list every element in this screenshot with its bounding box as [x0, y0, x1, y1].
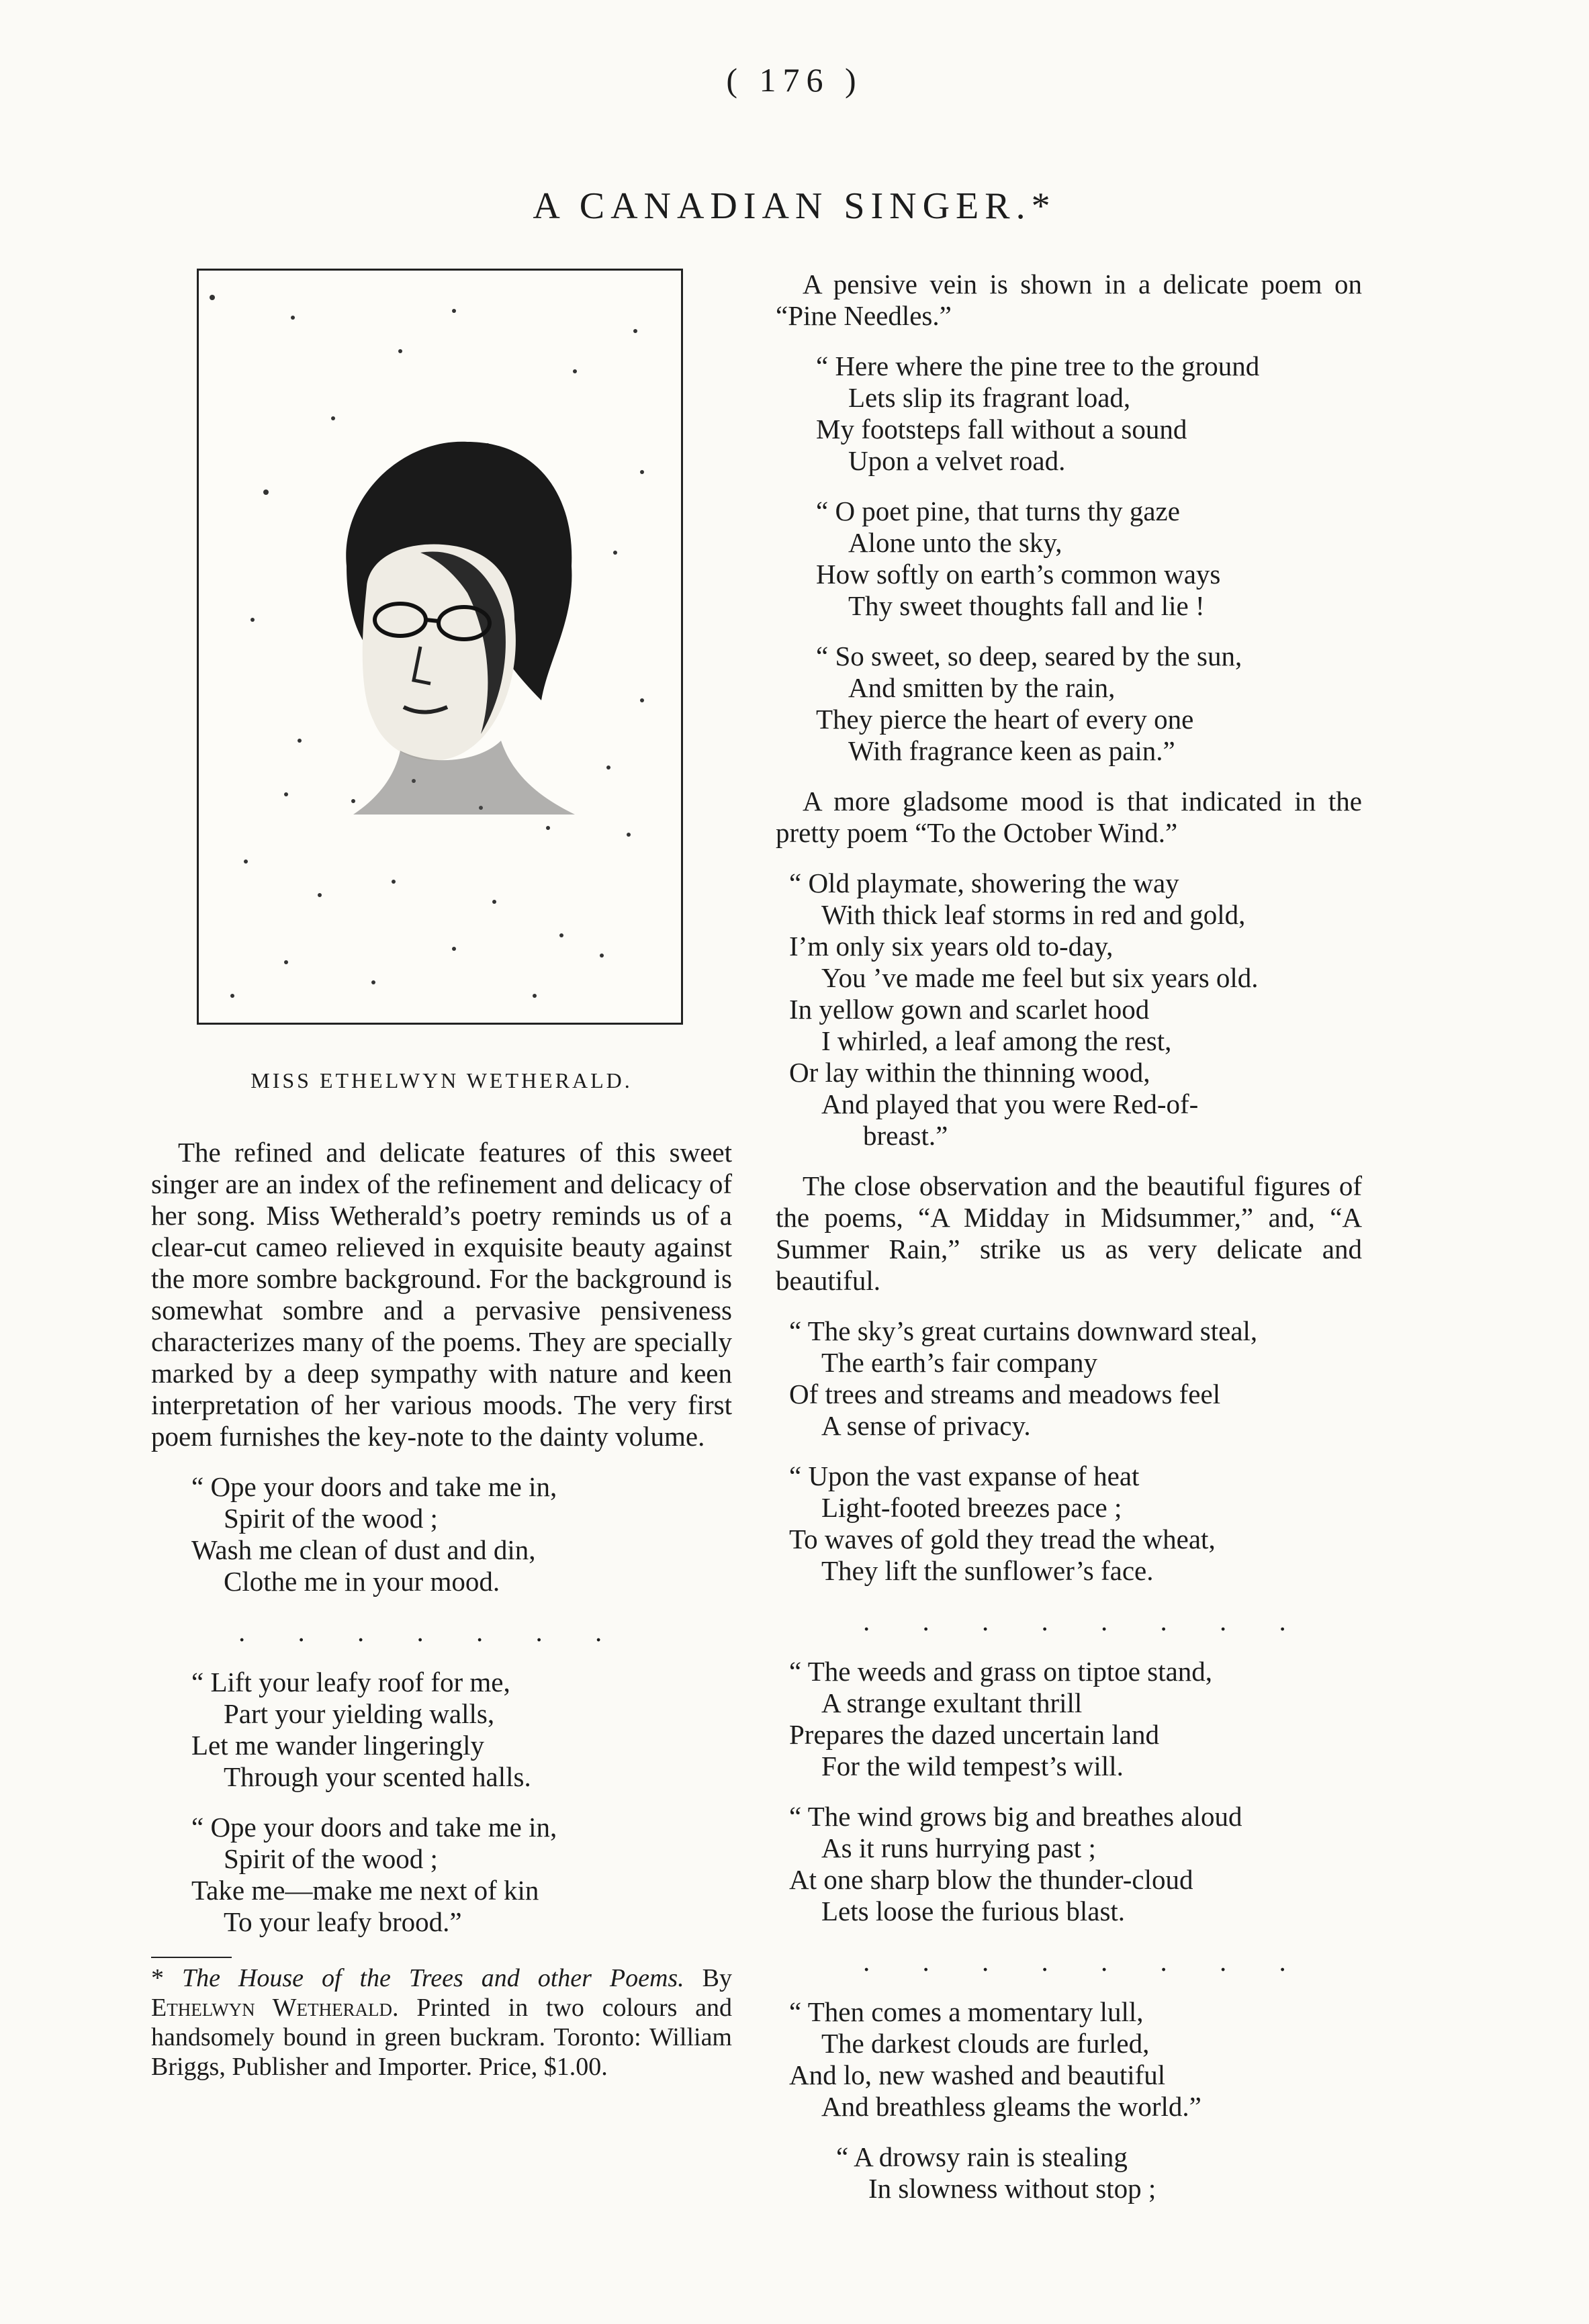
poem-line: “ The weeds and grass on tiptoe stand,	[789, 1656, 1213, 1687]
poem-line: They pierce the heart of every one	[816, 704, 1194, 735]
poem-line: My footsteps fall without a sound	[816, 414, 1187, 445]
poem-line: “ Lift your leafy roof for me,	[191, 1667, 510, 1698]
footnote-author: Ethelwyn Wetherald.	[151, 1994, 399, 2022]
footnote	[151, 1963, 732, 2082]
poem-line: With thick leaf storms in red and gold,	[821, 899, 1246, 930]
poem-line: “ The sky’s great curtains downward steal,	[789, 1315, 1258, 1346]
poem-line: Let me wander lingeringly	[191, 1730, 485, 1761]
footnote-details: Printed in two colours and handsomely bound in green buckram. Toronto: William Briggs, Publisher and Importer. Price, $1.00.	[151, 1994, 733, 2081]
poem-line: Wash me clean of dust and din,	[191, 1534, 536, 1565]
poem-line: To your leafy brood.”	[224, 1906, 462, 1937]
portrait-image	[197, 269, 683, 1025]
poem-line: Upon a velvet road.	[848, 445, 1066, 476]
poem-line: Clothe me in your mood.	[224, 1566, 500, 1597]
poem-stanza	[789, 1996, 1362, 2123]
intro-paragraph: The refined and delicate features of this sweet singer are an index of the refinement and delicacy of her song. Miss Wetherald’s poetry reminds us of a clear-cut cameo relieved in exquisite beauty against the more sombre background. For the background is somewhat sombre and a pervasive pensiveness characterizes many of the poems. They are specially marked by a deep sympathy with nature and keen interpretation of her various moods. The very first poem furnishes the key-note to the dainty volume.	[151, 1137, 732, 1452]
poem-stanza	[191, 1667, 732, 1793]
ellipsis-divider: . . . . . . . .	[863, 1946, 1309, 1977]
poem-line: With fragrance keen as pain.”	[848, 735, 1175, 766]
poem-line: As it runs hurrying past ;	[821, 1832, 1096, 1863]
poem-line: “ O poet pine, that turns thy gaze	[816, 496, 1180, 526]
poem-line: Alone unto the sky,	[848, 527, 1062, 558]
poem-stanza	[789, 1656, 1362, 1782]
poem-stanza	[789, 1801, 1362, 1927]
poem-line: breast.”	[863, 1120, 948, 1151]
footnote-mark: *	[151, 1964, 164, 1992]
poem-line: Lets loose the furious blast.	[821, 1896, 1126, 1926]
poem-line: And breathless gleams the world.”	[821, 2091, 1201, 2122]
poem-line: “ The wind grows big and breathes aloud	[789, 1801, 1242, 1832]
poem-line: In slowness without stop ;	[868, 2173, 1156, 2204]
poem-line: Lets slip its fragrant load,	[848, 382, 1131, 413]
poem-stanza	[816, 496, 1362, 622]
poem-line: They lift the sunflower’s face.	[821, 1555, 1154, 1586]
poem-stanza	[789, 1315, 1362, 1442]
poem-line: Through your scented halls.	[224, 1761, 531, 1792]
poem-line: Part your yielding walls,	[224, 1698, 495, 1729]
poem-stanza	[816, 351, 1362, 477]
poem-line: Light-footed breezes pace ;	[821, 1492, 1122, 1523]
poem-line: And played that you were Red-of-	[821, 1088, 1199, 1119]
poem-line: The earth’s fair company	[821, 1347, 1097, 1378]
footnote-book-title: The House of the Trees and other Poems.	[181, 1964, 684, 1992]
poem-line: Prepares the dazed uncertain land	[789, 1719, 1159, 1750]
poem-stanza	[789, 868, 1362, 1152]
poem-line: A strange exultant thrill	[821, 1687, 1083, 1718]
page-number: ( 176 )	[726, 61, 863, 99]
poem-line: And lo, new washed and beautiful	[789, 2059, 1166, 2090]
poem-line: Or lay within the thinning wood,	[789, 1057, 1150, 1088]
poem-line: Spirit of the wood ;	[224, 1843, 438, 1874]
poem-stanza	[836, 2141, 1362, 2204]
poem-line: “ Upon the vast expanse of heat	[789, 1460, 1140, 1491]
poem-line: “ Old playmate, showering the way	[789, 868, 1179, 898]
poem-stanza	[191, 1812, 732, 1938]
poem-line: Thy sweet thoughts fall and lie !	[848, 590, 1205, 621]
poem-line: I whirled, a leaf among the rest,	[821, 1025, 1172, 1056]
poem-line: I’m only six years old to-day,	[789, 931, 1114, 962]
poem-line: You ’ve made me feel but six years old.	[821, 962, 1259, 993]
poem-line: For the wild tempest’s will.	[821, 1751, 1124, 1781]
poem-stanza	[816, 641, 1362, 767]
article-title: A CANADIAN SINGER.*	[533, 185, 1056, 227]
poem-line: Take me—make me next of kin	[191, 1875, 539, 1906]
poem-line: “ A drowsy rain is stealing	[836, 2141, 1128, 2172]
poem-line: How softly on earth’s common ways	[816, 559, 1221, 590]
poem-line: “ Ope your doors and take me in,	[191, 1812, 557, 1843]
poem-stanza	[789, 1460, 1362, 1587]
poem-line: Spirit of the wood ;	[224, 1503, 438, 1534]
portrait-caption: MISS ETHELWYN WETHERALD.	[251, 1068, 633, 1093]
ellipsis-divider: . . . . . . . .	[863, 1606, 1309, 1636]
poem-line: At one sharp blow the thunder-cloud	[789, 1864, 1193, 1895]
poem-line: “ Then comes a momentary lull,	[789, 1996, 1144, 2027]
poem-line: And smitten by the rain,	[848, 672, 1116, 703]
poem-line: “ So sweet, so deep, seared by the sun,	[816, 641, 1242, 671]
poem-line: In yellow gown and scarlet hood	[789, 994, 1150, 1025]
right-column	[776, 269, 1362, 2223]
footnote-by: By	[702, 1964, 733, 1992]
poem-line: To waves of gold they tread the wheat,	[789, 1524, 1216, 1554]
footnote-rule	[151, 1957, 232, 1958]
poem-stanza	[191, 1471, 732, 1597]
left-column	[151, 269, 732, 2082]
poem-line: “ Here where the pine tree to the ground	[816, 351, 1260, 381]
summer-intro: The close observation and the beautiful figures of the poems, “A Midday in Midsummer,” and, “A Summer Rain,” strike us as very delicate and beautiful.	[776, 1170, 1362, 1296]
poem-line: “ Ope your doors and take me in,	[191, 1471, 557, 1502]
pine-intro: A pensive vein is shown in a delicate poem on “Pine Needles.”	[776, 269, 1362, 331]
poem-line: Of trees and streams and meadows feel	[789, 1379, 1221, 1409]
october-intro: A more gladsome mood is that indicated in the pretty poem “To the October Wind.”	[776, 786, 1362, 848]
poem-line: A sense of privacy.	[821, 1410, 1031, 1441]
poem-line: The darkest clouds are furled,	[821, 2028, 1150, 2059]
ellipsis-divider: . . . . . . .	[238, 1616, 625, 1647]
